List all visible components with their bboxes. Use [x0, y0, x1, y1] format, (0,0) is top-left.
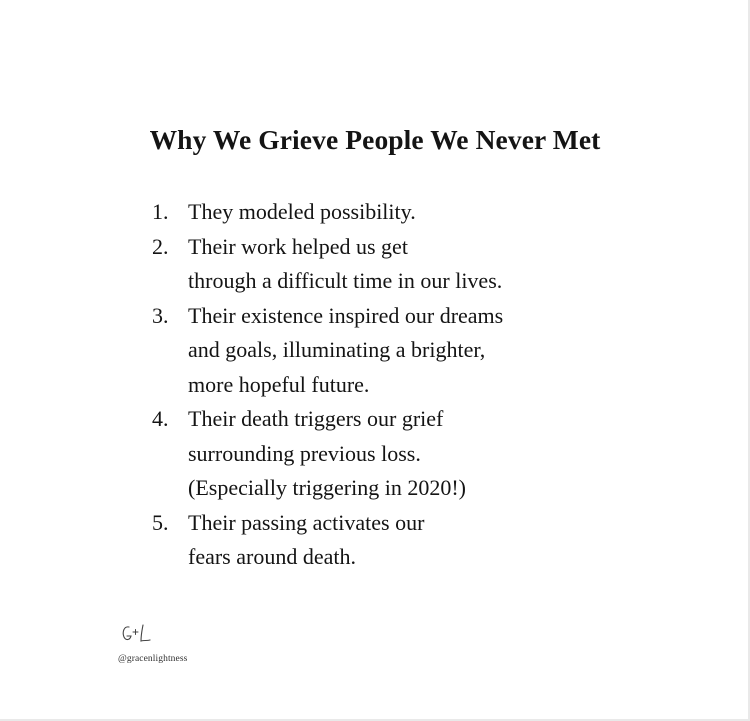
list-item-line: Their death triggers our grief	[188, 406, 444, 431]
list-item	[152, 230, 503, 299]
signature-logo	[120, 622, 154, 646]
list-item-line: more hopeful future.	[188, 371, 370, 397]
list-item-line: Their existence inspired our dreams	[188, 302, 504, 328]
author-handle: @gracenlightness	[118, 654, 188, 664]
list-item-line: fears around death.	[188, 544, 356, 569]
list-item	[152, 195, 503, 230]
list-item-line: (Especially triggering in 2020!)	[188, 475, 466, 500]
list-item	[152, 402, 503, 506]
reasons-list	[152, 195, 503, 575]
list-item-number: 5.	[152, 509, 169, 535]
list-item-line: Their passing activates our	[188, 509, 425, 535]
list-item-number: 4.	[152, 406, 169, 431]
list-item-line: surrounding previous loss.	[188, 440, 421, 466]
list-item-number: 1.	[152, 199, 169, 224]
list-item-line: through a difficult time in our lives.	[188, 268, 503, 293]
page-title: Why We Grieve People We Never Met	[149, 124, 601, 155]
list-item	[152, 506, 503, 575]
list-item-number: 3.	[152, 302, 169, 328]
list-item-line: They modeled possibility.	[188, 199, 416, 224]
list-item	[152, 299, 503, 403]
list-item-line: Their work helped us get	[188, 233, 408, 259]
list-item-number: 2.	[152, 233, 169, 259]
list-item-line: and goals, illuminating a brighter,	[188, 337, 486, 362]
